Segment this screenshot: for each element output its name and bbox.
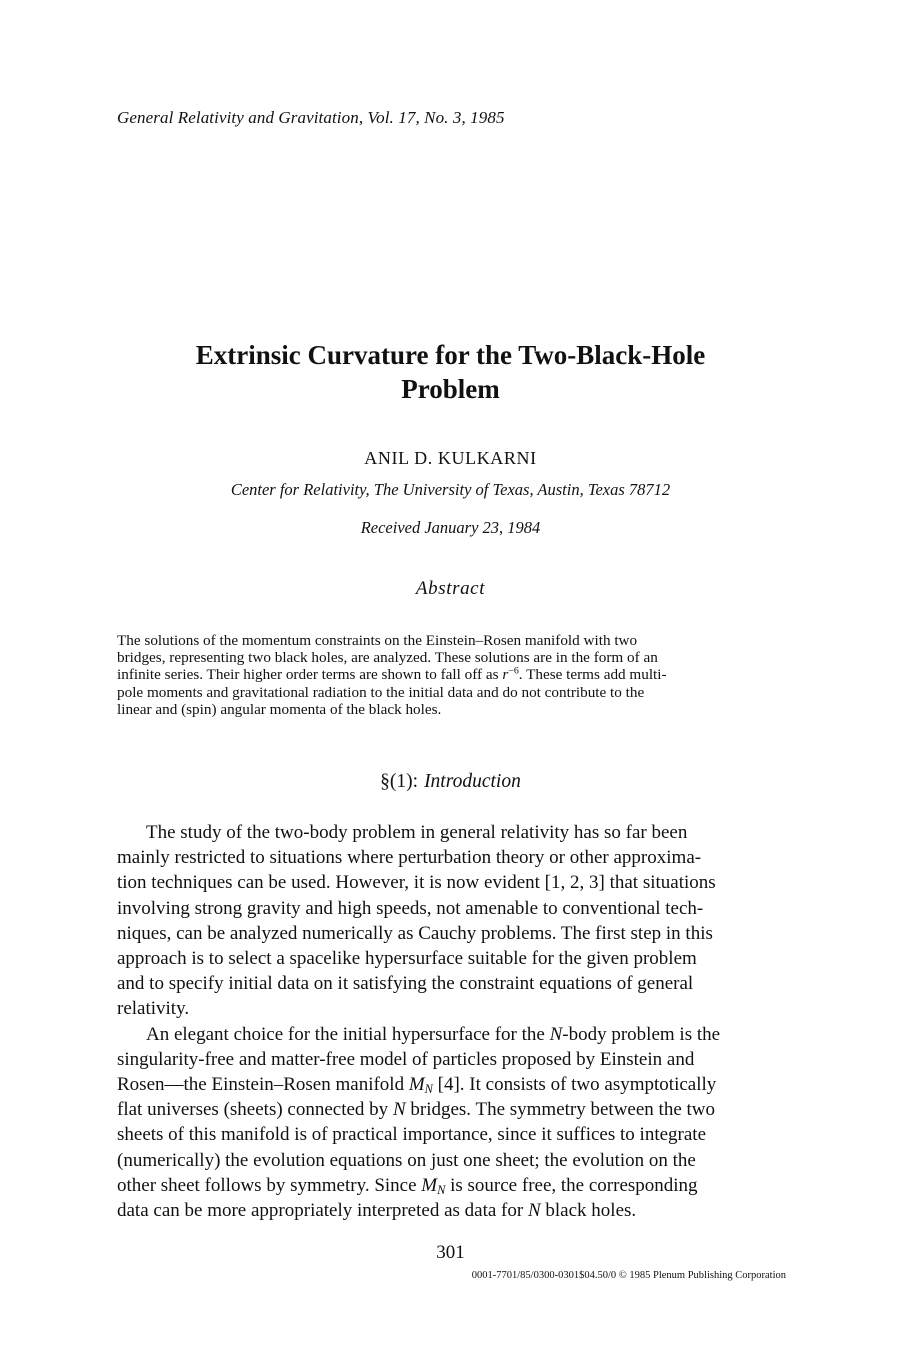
page-number: 301 <box>436 1242 465 1263</box>
body-text-fragment: flat universes (sheets) connected by <box>117 1099 393 1121</box>
math-N: N <box>549 1023 563 1045</box>
abstract-line: pole moments and gravitational radiation to the initial data and do not contribute to the <box>117 683 645 701</box>
body-text-fragment: Rosen—the Einstein–Rosen manifold <box>117 1074 409 1096</box>
author-affiliation: Center for Relativity, The University of Texas, Austin, Texas 78712 <box>230 480 671 499</box>
body-text-fragment: An elegant choice for the initial hypersurface for the <box>146 1023 550 1045</box>
body-line: sheets of this manifold is of practical importance, since it suffices to integrate <box>117 1124 706 1146</box>
body-line <box>117 1198 785 1223</box>
math-N-subscript: N <box>424 1082 433 1097</box>
body-line <box>117 1072 785 1097</box>
abstract-body <box>117 632 785 718</box>
body-line: singularity-free and matter-free model of particles proposed by Einstein and <box>117 1048 695 1070</box>
body-line <box>117 1097 785 1122</box>
section-number: §(1): <box>380 771 419 792</box>
journal-header: General Relativity and Gravitation, Vol. 17, No. 3, 1985 <box>117 108 505 127</box>
math-r: r <box>502 666 509 684</box>
body-text-fragment: bridges. The symmetry between the two <box>405 1099 716 1121</box>
section-heading <box>0 771 901 793</box>
math-M: M <box>421 1174 438 1196</box>
body-line <box>117 1173 785 1198</box>
math-N: N <box>527 1200 541 1222</box>
copyright-line: 0001-7701/85/0300-0301$04.50/0 © 1985 Plenum Publishing Corporation <box>471 1270 786 1281</box>
abstract-line: The solutions of the momentum constraints on the Einstein–Rosen manifold with two <box>117 632 638 649</box>
body-text-fragment: -body problem is the <box>562 1023 721 1045</box>
math-exponent: −6 <box>508 665 519 677</box>
math-N-subscript: N <box>437 1182 446 1197</box>
title-line-1: Extrinsic Curvature for the Two-Black-Hole <box>195 340 706 370</box>
paper-title <box>80 338 821 406</box>
body-text-fragment: is source free, the corresponding <box>445 1174 698 1196</box>
title-line-2: Problem <box>401 374 500 404</box>
body-line: involving strong gravity and high speeds, not amenable to conventional tech- <box>117 897 704 919</box>
body-text-fragment: other sheet follows by symmetry. Since <box>117 1174 422 1196</box>
body-text-fragment: black holes. <box>540 1200 637 1222</box>
abstract-line: bridges, representing two black holes, are analyzed. These solutions are in the form of an <box>117 649 658 667</box>
abstract-line <box>117 666 785 683</box>
body-line: tion techniques can be used. However, it is now evident [1, 2, 3] that situations <box>117 872 716 894</box>
abstract-line: linear and (spin) angular momenta of the black holes. <box>117 700 442 718</box>
math-M: M <box>408 1074 425 1096</box>
body-line <box>117 1022 785 1047</box>
body-line: niques, can be analyzed numerically as Cauchy problems. The first step in this <box>117 922 713 944</box>
body-text-fragment: data can be more appropriately interpreted as data for <box>117 1200 528 1222</box>
abstract-line-text: infinite series. Their higher order terms are shown to fall off as <box>117 666 503 684</box>
math-N: N <box>392 1099 406 1121</box>
section-title: Introduction <box>424 771 521 792</box>
body-line: (numerically) the evolution equations on just one sheet; the evolution on the <box>117 1149 696 1171</box>
body-line: The study of the two-body problem in general relativity has so far been <box>146 822 688 843</box>
author-name: ANIL D. KULKARNI <box>364 448 537 468</box>
body-text-fragment: [4]. It consists of two asymptotically <box>432 1074 717 1096</box>
body-line: mainly restricted to situations where perturbation theory or other approxima- <box>117 847 702 869</box>
received-date: Received January 23, 1984 <box>360 518 541 537</box>
body-line: relativity. <box>117 998 190 1020</box>
abstract-line-tail: . These terms add multi- <box>518 666 667 684</box>
body-line: and to specify initial data on it satisfying the constraint equations of general <box>117 973 694 995</box>
abstract-heading: Abstract <box>415 578 486 599</box>
body-line: approach is to select a spacelike hypersurface suitable for the given problem <box>117 948 697 970</box>
introduction-body <box>117 820 785 1223</box>
